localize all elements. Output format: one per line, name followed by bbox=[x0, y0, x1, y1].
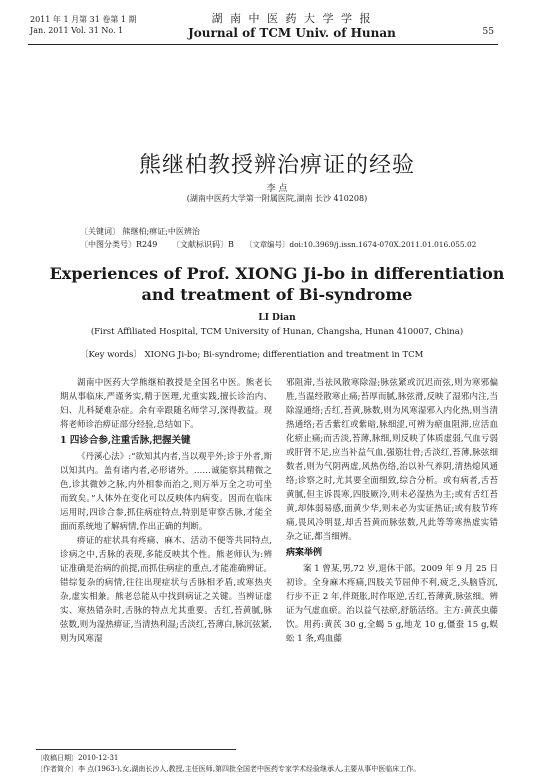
article-title-cn: 熊继柏教授辨治痹证的经验 bbox=[138, 153, 415, 178]
journal-name bbox=[172, 12, 412, 40]
received-date: 〔收稿日期〕2010-12-31 bbox=[36, 754, 119, 762]
title-en-line2: and treatment of Bi-syndrome bbox=[141, 285, 413, 304]
affiliation-cn: (湖南中医药大学第一附属医院,湖南 长沙 410208) bbox=[186, 194, 368, 203]
journal-en: Journal of TCM Univ. of Hunan bbox=[188, 26, 396, 40]
keywords-cn: 〔关键词〕 熊继柏;痹证;中医辨治 bbox=[80, 227, 200, 236]
right-column bbox=[286, 376, 498, 646]
body-paragraph: 《丹溪心法》:“欲知其内者,当以观乎外;诊于外者,斯以知其内。盖有诸内者,必形诸外。……诚能察其精微之色,诊其微妙之脉,内外相参而治之,则万举万全之功可坐而致矣。”人体外在变化可以反映体内病变。因而在临床运用时,四诊合参,抓住病症特点,特别是审察舌脉,才能全面而系统地了解病情,作出正确的判断。 bbox=[60, 452, 272, 532]
issue-info bbox=[30, 14, 137, 36]
issue-cn: 2011 年 1 月第 31 卷第 1 期 bbox=[30, 15, 137, 24]
author-bio: 〔作者简介〕李 点(1963-),女,湖南长沙人,教授,主任医师,第四批全国老中医药专家学术经验继承人,主要从事中医临床工作。 bbox=[36, 765, 421, 773]
article-title-en bbox=[0, 263, 554, 305]
author-en: LI Dian bbox=[258, 313, 296, 323]
intro-paragraph: 湖南中医药大学熊继柏教授是全国名中医。熊老长期从事临床,严谨务实,精于医理,尤重实践,擅长诊治内、妇、儿科疑难杂症。余有幸跟随名师学习,深得教益。现将老师诊治痹证部分经验,总结如下。 bbox=[60, 378, 272, 430]
issue-en: Jan. 2011 Vol. 31 No. 1 bbox=[30, 26, 124, 35]
title-en-line1: Experiences of Prof. XIONG Ji-bo in differentiation bbox=[49, 264, 505, 283]
article-number: 〔文章编号〕doi:10.3969/j.issn.1674-070X.2011.01.016.055.02 bbox=[245, 240, 477, 249]
body-paragraph: 邪阻滞,当祛风散寒除湿;脉弦紧或沉迟而弦,则为寒邪偏胜,当温经散寒止痛;苔厚而腻,脉弦滑,反映了湿邪内注,当除湿通络;舌红,苔黄,脉数,则为风寒湿邪入内化热,则当清热通络;若舌紫红或紫暗,脉细涩,可辨为瘀血阻滞,应活血化瘀止痛;而舌淡,苔薄,脉细,则反映了体质虚弱,气血亏弱或肝肾不足,应当补益气血,强筋壮骨;舌淡红,苔薄,脉弦细数者,则为气阴两虚,风热伤络,治以补气养阴,清热熄风通络;诊察之时,尤其要全面细致,综合分析。或有病者,舌苔黄腻,但主诉畏寒,四肢厥冷,则未必湿热为主;或有舌红苔黄,却体弱易感,面黄少华,则未必为实证热证;或有肢节疼痛,畏风冷明显,却舌苔黄而脉弦数,凡此等等寒热虚实错杂之证,都当细辨。 bbox=[286, 378, 498, 542]
journal-cn: 湖 南 中 医 药 大 学 学 报 bbox=[211, 12, 373, 25]
page-number: 55 bbox=[482, 27, 494, 37]
keywords-en: 〔Key words〕 XIONG Ji-bo; Bi-syndrome; differentiation and treatment in TCM bbox=[80, 350, 424, 360]
footnote-rule bbox=[36, 749, 236, 750]
case-heading: 病案举例 bbox=[286, 548, 323, 558]
left-column bbox=[60, 376, 272, 646]
author-cn: 李 点 bbox=[266, 184, 288, 194]
class-number: 〔中图分类号〕R249 bbox=[80, 240, 158, 249]
document-code: 〔文献标识码〕B bbox=[172, 240, 234, 249]
affiliation-en: (First Affiliated Hospital, TCM University of Hunan, Changsha, Hunan 410007, China) bbox=[90, 327, 464, 337]
body-paragraph: 痹证的症状具有疼痛、麻木、活动不便等共同特点,诊病之中,舌脉的表现,多能反映其个性。熊老师认为:辨证准确是治病的前提,而抓住病症的重点,才能准确辨证。错综复杂的病情,往往出现症状与舌脉相矛盾,或寒热夹杂,虚实相兼。熊老总能从中找到病证之关键。当辨证虚实、寒热错杂时,舌脉的特点尤其重要。舌红,苔黄腻,脉弦数,则为湿热痹证,当清热利湿;舌淡红,苔薄白,脉沉弦紧,则为风寒湿 bbox=[60, 536, 272, 644]
case-paragraph: 案 1 曾某,男,72 岁,退休干部。2009 年 9 月 25 日初诊。全身麻木疼痛,四肢关节屈伸不利,疲乏,头脑昏沉,行步不正 2 年,伴斑胀,时作呕逆,舌红,苔薄黄,脉弦细。辨证为气虚血瘀。治以益气祛瘀,舒筋活络。主方:黄芪虫藤饮。用药:黄芪 30 g,全蝎 5 g,地龙 10 g,僵蚕 15 g,蜈蚣 1 条,鸡血藤 bbox=[286, 564, 498, 644]
header-rule bbox=[28, 44, 498, 45]
section-heading-1: 1 四诊合参,注重舌脉,把握关键 bbox=[60, 435, 191, 446]
